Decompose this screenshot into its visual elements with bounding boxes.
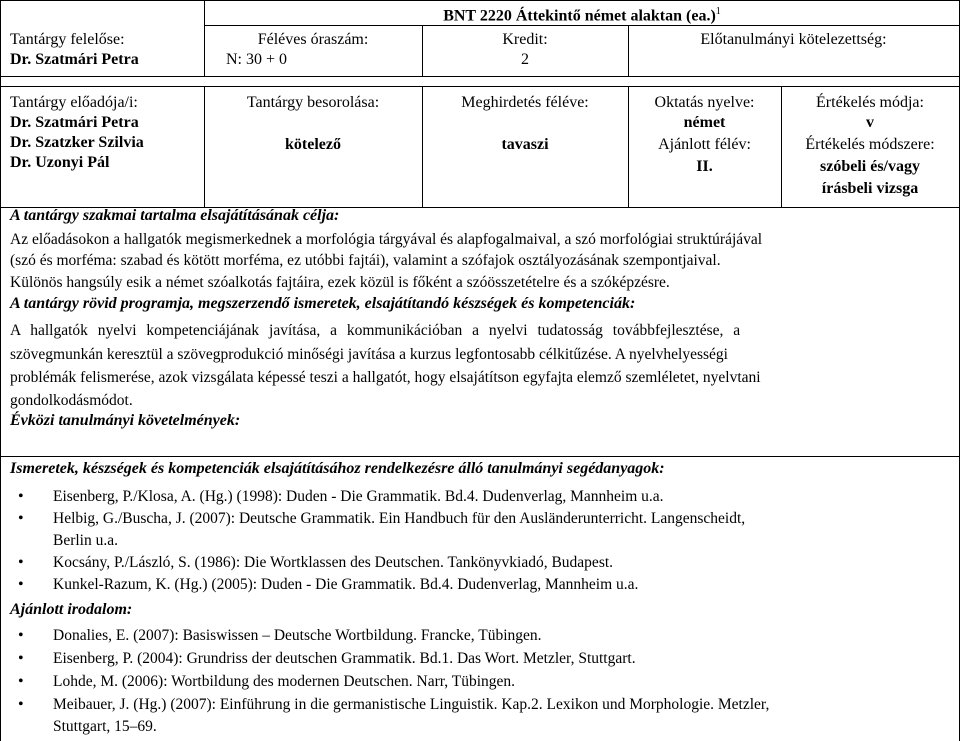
lecturer-label: Tantárgy előadója/i: bbox=[10, 94, 138, 111]
classification-label: Tantárgy besorolása: bbox=[246, 94, 380, 111]
recommended-list bbox=[0, 625, 950, 738]
lecturer-1: Dr. Szatmári Petra bbox=[10, 114, 139, 131]
program-line-1: A hallgatók nyelvi kompetenciájának javítása, a kommunikációban a nyelvi tudatosság továbbfejlesztése, a bbox=[10, 322, 741, 339]
eval-method-value-2: írásbeli vizsga bbox=[821, 180, 919, 197]
program-line-3: problémák felismerése, azok vizsgálata képessé teszi a hallgatót, hogy elsajátítson egyfajta elemző szemléletet, nyelvtani bbox=[10, 369, 761, 386]
goal-line-2: (szó és morféma: szabad és kötött morféma, ez utóbbi fajtái), valamint a szófajok osztályozásának szempontjaival. bbox=[10, 252, 721, 269]
materials-item: • Kunkel-Razum, K. (Hg.) (2005): Duden - Die Grammatik. Bd.4. Dudenverlag, Mannheim u.a. bbox=[0, 574, 950, 596]
materials-list bbox=[0, 486, 950, 596]
recommended-semester-value: II. bbox=[696, 158, 713, 175]
recommended-continuation-text: Stuttgart, 15–69. bbox=[53, 718, 157, 735]
recommended-heading: Ajánlott irodalom: bbox=[10, 601, 133, 618]
recommended-item: • Lohde, M. (2006): Wortbildung des modernen Deutschen. Narr, Tübingen. bbox=[0, 671, 950, 694]
table-top-border bbox=[0, 0, 960, 1]
materials-item: • Kocsány, P./László, S. (1986): Die Wortklassen des Deutschen. Tankönyvkiadó, Budapest. bbox=[0, 552, 950, 574]
eval-type-label: Értékelés módja: bbox=[816, 94, 924, 111]
language-value: német bbox=[683, 114, 726, 131]
program-line-4: gondolkodásmódot. bbox=[10, 392, 133, 409]
lecturer-3: Dr. Uzonyi Pál bbox=[10, 154, 110, 171]
prereq-label: Előtanulmányi kötelezettség: bbox=[700, 31, 887, 48]
hours-value: N: 30 + 0 bbox=[226, 51, 288, 68]
eval-type-value: v bbox=[866, 114, 874, 131]
requirements-heading: Évközi tanulmányi követelmények: bbox=[10, 412, 241, 429]
materials-heading: Ismeretek, készségek és kompetenciák elsajátításához rendelkezésre álló tanulmányi segédanyagok: bbox=[10, 460, 665, 477]
course-title-text: BNT 2220 Áttekintő német alaktan (ea.) bbox=[443, 7, 716, 25]
semester-value: tavaszi bbox=[501, 136, 549, 153]
eval-method-value-1: szóbeli és/vagy bbox=[820, 158, 920, 175]
footnote-marker: 1 bbox=[715, 6, 721, 17]
program-heading: A tantárgy rövid programja, megszerzendő ismeretek, elsajátítandó készségek és kompetenciák: bbox=[10, 295, 636, 312]
credit-value: 2 bbox=[521, 51, 529, 68]
materials-item-continuation bbox=[0, 530, 950, 552]
course-title bbox=[204, 3, 960, 25]
requirements-divider bbox=[0, 456, 960, 457]
recommended-item-continuation bbox=[0, 716, 950, 738]
language-label: Oktatás nyelve: bbox=[654, 94, 755, 111]
materials-item: • Helbig, G./Buscha, J. (2007): Deutsche Grammatik. Ein Handbuch für den Ausländerunterricht. Langenscheidt, bbox=[0, 508, 950, 530]
hours-label: Féléves óraszám: bbox=[257, 31, 369, 48]
credit-label: Kredit: bbox=[502, 31, 548, 48]
info-bottom-border bbox=[0, 86, 960, 87]
recommended-item: • Eisenberg, P. (2004): Grundriss der deutschen Grammatik. Bd.1. Das Wort. Metzler, Stuttgart. bbox=[0, 648, 950, 671]
eval-method-label: Értékelés módszere: bbox=[805, 136, 935, 153]
responsible-name: Dr. Szatmári Petra bbox=[10, 51, 139, 68]
goal-line-3: Különös hangsúly esik a német szóalkotás fajtáira, ezek közül is főként a szóösszetételre és a szóképzésre. bbox=[10, 274, 670, 291]
goal-heading: A tantárgy szakmai tartalma elsajátításának célja: bbox=[10, 207, 340, 224]
goal-line-1: Az előadásokon a hallgatók megismerkednek a morfológia tárgyával és alapfogalmaival, a szó morfológiai struktúrájával bbox=[10, 231, 763, 248]
classification-value: kötelező bbox=[285, 136, 341, 153]
recommended-item: • Donalies, E. (2007): Basiswissen – Deutsche Wortbildung. Francke, Tübingen. bbox=[0, 625, 950, 648]
recommended-item: • Meibauer, J. (Hg.) (2007): Einführung in die germanistische Linguistik. Kap.2. Lexikon und Morphologie. Metzler, bbox=[0, 694, 950, 716]
program-line-2: szövegmunkán keresztül a szövegprodukció minőségi javítása a kurzus legfontosabb célkitűzése. A nyelvhelyességi bbox=[10, 346, 728, 363]
header-bottom-border bbox=[0, 76, 960, 77]
materials-item: • Eisenberg, P./Klosa, A. (Hg.) (1998): Duden - Die Grammatik. Bd.4. Dudenverlag, Mannheim u.a. bbox=[0, 486, 950, 508]
responsible-label: Tantárgy felelőse: bbox=[10, 31, 125, 48]
recommended-semester-label: Ajánlott félév: bbox=[658, 136, 751, 153]
lecturer-2: Dr. Szatzker Szilvia bbox=[10, 134, 144, 151]
materials-continuation-text: Berlin u.a. bbox=[53, 532, 118, 549]
semester-label: Meghirdetés féléve: bbox=[461, 94, 589, 111]
